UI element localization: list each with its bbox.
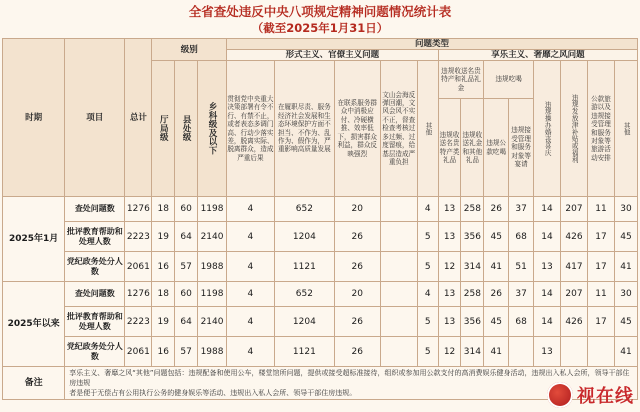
period-label: 2025年以来 — [3, 282, 65, 367]
table-cell: 1121 — [274, 252, 334, 282]
table-cell: 2223 — [125, 222, 152, 252]
table-cell: 417 — [561, 252, 588, 282]
table-cell: 4 — [227, 307, 275, 337]
table-cell: 30 — [614, 282, 637, 307]
table-cell: 41 — [484, 337, 509, 367]
table-cell: 2140 — [197, 307, 226, 337]
table-cell: 4 — [417, 197, 438, 222]
table-cell: 1276 — [125, 197, 152, 222]
table-cell: 1204 — [274, 307, 334, 337]
table-cell — [561, 337, 588, 367]
header-hedonism-other: 其他 — [614, 61, 637, 197]
table-cell: 17 — [587, 222, 614, 252]
table-cell: 20 — [334, 282, 380, 307]
table-cell: 45 — [484, 307, 509, 337]
table-cell: 356 — [461, 222, 484, 252]
note-label: 备注 — [3, 367, 65, 400]
header-hedonism-gifts: 违规收送名贵特产和礼品礼金 — [438, 61, 484, 99]
table-cell: 1276 — [125, 282, 152, 307]
table-cell: 51 — [509, 252, 534, 282]
table-cell: 26 — [334, 307, 380, 337]
table-cell: 60 — [175, 282, 198, 307]
table-cell: 17 — [587, 307, 614, 337]
table-cell: 57 — [175, 252, 198, 282]
table-cell: 2061 — [125, 337, 152, 367]
page-title: 全省查处违反中央八项规定精神问题情况统计表 — [188, 4, 452, 19]
period-label: 2025年1月 — [3, 197, 65, 282]
table-cell: 14 — [534, 307, 561, 337]
table-cell: 37 — [509, 197, 534, 222]
header-hedonism: 享乐主义、奢靡之风问题 — [438, 50, 637, 61]
table-cell — [380, 197, 417, 222]
note-row — [3, 367, 638, 400]
table-row — [3, 307, 638, 337]
table-cell: 18 — [152, 197, 175, 222]
table-cell: 1988 — [197, 252, 226, 282]
table-cell: 13 — [438, 282, 461, 307]
table-cell: 18 — [152, 282, 175, 307]
table-cell: 45 — [484, 222, 509, 252]
table-cell: 16 — [152, 252, 175, 282]
header-level: 级别 — [152, 39, 227, 61]
header-gifts-specialty: 违规收送名贵特产类礼品 — [438, 99, 461, 197]
table-cell: 5 — [417, 307, 438, 337]
table-cell: 2061 — [125, 252, 152, 282]
table-cell — [587, 337, 614, 367]
header-hedonism-subsidies: 违规发放津补贴或福利 — [561, 61, 588, 197]
table-cell: 1121 — [274, 337, 334, 367]
table-cell: 258 — [461, 282, 484, 307]
table-cell: 426 — [561, 222, 588, 252]
table-cell: 26 — [334, 252, 380, 282]
table-cell: 11 — [587, 197, 614, 222]
table-cell: 14 — [534, 197, 561, 222]
header-formalism-3: 在联系服务群众中消极应付、冷硬横推、效率低下，损害群众利益，群众反映强烈 — [334, 61, 380, 197]
table-cell: 1198 — [197, 282, 226, 307]
row-item-label: 党纪政务处分人数 — [65, 337, 125, 367]
table-cell — [380, 282, 417, 307]
header-level-xiang: 乡科级及以下 — [197, 61, 226, 197]
table-row — [3, 197, 638, 222]
row-item-label: 批评教育帮助和处理人数 — [65, 307, 125, 337]
header-level-ting: 厅局级 — [152, 61, 175, 197]
table-cell: 12 — [438, 337, 461, 367]
watermark-text: 视在线 — [577, 386, 634, 407]
header-period: 时期 — [3, 39, 65, 197]
table-cell: 68 — [509, 222, 534, 252]
table-cell — [380, 222, 417, 252]
header-gifts-cash: 违规收送礼金和其他礼品 — [461, 99, 484, 197]
note-text: 享乐主义、奢靡之风“其他”问题包括：违规配备和使用公车，楼堂馆所问题，提供或接受超标准接待，组织或参加用公款支付的高消费娱乐健身活动，违规出入私人会所，领导干部住房违规 者是便于无偿占有公用执行公务的健身娱乐等活动、违规出入私人会所、领导干部住房违规。 — [65, 367, 638, 400]
header-hedonism-weddings: 违规操办婚丧喜庆 — [534, 61, 561, 197]
table-cell: 4 — [227, 337, 275, 367]
table-cell: 11 — [587, 282, 614, 307]
table-cell: 20 — [334, 197, 380, 222]
table-cell: 41 — [484, 252, 509, 282]
table-cell: 13 — [438, 222, 461, 252]
table-row — [3, 337, 638, 367]
table-cell: 19 — [152, 222, 175, 252]
table-cell: 41 — [614, 252, 637, 282]
table-cell: 207 — [561, 282, 588, 307]
table-cell: 45 — [614, 222, 637, 252]
table-cell — [380, 252, 417, 282]
table-cell — [380, 337, 417, 367]
table-row — [3, 252, 638, 282]
header-item: 项目 — [65, 39, 125, 197]
row-item-label: 党纪政务处分人数 — [65, 252, 125, 282]
table-cell: 37 — [509, 282, 534, 307]
table-cell — [380, 307, 417, 337]
table-cell: 26 — [484, 282, 509, 307]
table-cell: 652 — [274, 282, 334, 307]
header-level-xian: 县处级 — [175, 61, 198, 197]
table-cell: 16 — [152, 337, 175, 367]
table-cell — [509, 337, 534, 367]
header-formalism: 形式主义、官僚主义问题 — [227, 50, 439, 61]
table-cell: 45 — [614, 307, 637, 337]
table-cell: 207 — [561, 197, 588, 222]
table-cell: 4 — [227, 222, 275, 252]
table-cell: 64 — [175, 222, 198, 252]
header-formalism-other: 其他 — [417, 61, 438, 197]
page-subtitle: （截至2025年1月31日） — [251, 21, 389, 35]
table-cell: 4 — [227, 197, 275, 222]
table-cell: 12 — [438, 252, 461, 282]
table-cell: 26 — [484, 197, 509, 222]
table-cell: 5 — [417, 252, 438, 282]
table-cell: 17 — [587, 252, 614, 282]
table-cell: 13 — [438, 197, 461, 222]
table-cell: 13 — [438, 307, 461, 337]
header-formalism-2: 在履职尽责、服务经济社会发展和生态环境保护方面不担当、不作为、乱作为、假作为，严重影响高质量发展 — [274, 61, 334, 197]
watermark — [547, 382, 634, 408]
table-cell: 1198 — [197, 197, 226, 222]
header-dining-public: 违规公款吃喝 — [484, 99, 509, 197]
table-cell: 5 — [417, 222, 438, 252]
table-cell: 13 — [534, 252, 561, 282]
table-cell: 652 — [274, 197, 334, 222]
table-cell: 41 — [614, 337, 637, 367]
table-cell: 30 — [614, 197, 637, 222]
table-cell: 1204 — [274, 222, 334, 252]
header-dining-banquets: 违规接受管理和服务对象等宴请 — [509, 99, 534, 197]
header-formalism-4: 文山会海反弹回潮，文风会风不实不正，督查检查考核过多过频、过度留痕，给基层造成严重负担 — [380, 61, 417, 197]
header-total: 总计 — [125, 39, 152, 197]
header-formalism-1: 贯彻党中央重大决策部署有令不行、有禁不止，或者表态多调门高、行动少落实差，脱离实际、脱离群众，造成严重后果 — [227, 61, 275, 197]
row-item-label: 查处问题数 — [65, 197, 125, 222]
table-cell: 57 — [175, 337, 198, 367]
table-cell: 68 — [509, 307, 534, 337]
table-cell: 14 — [534, 222, 561, 252]
header-problem-type: 问题类型 — [227, 39, 638, 50]
table-cell: 314 — [461, 337, 484, 367]
table-cell: 26 — [334, 222, 380, 252]
table-cell: 2223 — [125, 307, 152, 337]
statistics-table — [2, 38, 638, 400]
table-cell: 13 — [534, 337, 561, 367]
table-row — [3, 282, 638, 307]
table-cell: 356 — [461, 307, 484, 337]
table-cell: 4 — [417, 282, 438, 307]
table-cell: 258 — [461, 197, 484, 222]
table-cell: 19 — [152, 307, 175, 337]
table-cell: 2140 — [197, 222, 226, 252]
table-cell: 4 — [227, 282, 275, 307]
header-hedonism-travel: 公款旅游以及违规接受管理和服务对象等旅游活动安排 — [587, 61, 614, 197]
table-cell: 5 — [417, 337, 438, 367]
table-cell: 4 — [227, 252, 275, 282]
table-cell: 426 — [561, 307, 588, 337]
table-cell: 1988 — [197, 337, 226, 367]
table-row — [3, 222, 638, 252]
row-item-label: 批评教育帮助和处理人数 — [65, 222, 125, 252]
table-cell: 314 — [461, 252, 484, 282]
header-hedonism-dining: 违规吃喝 — [484, 61, 534, 99]
row-item-label: 查处问题数 — [65, 282, 125, 307]
table-cell: 60 — [175, 197, 198, 222]
table-cell: 14 — [534, 282, 561, 307]
table-cell: 26 — [334, 337, 380, 367]
tv-logo-icon — [547, 382, 573, 408]
table-cell: 64 — [175, 307, 198, 337]
